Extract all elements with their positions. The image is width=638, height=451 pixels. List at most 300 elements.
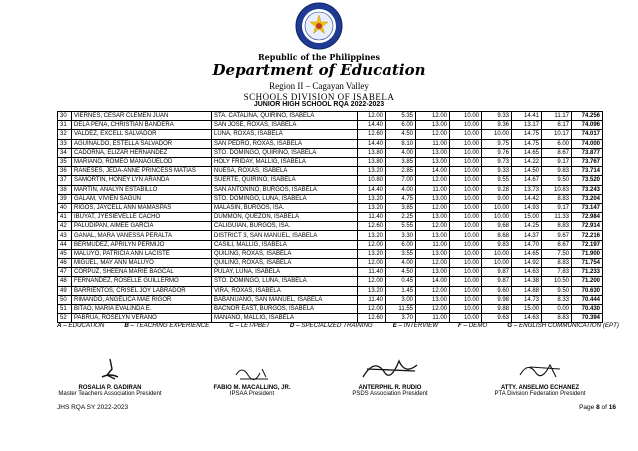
experience-score-cell: 7.00 xyxy=(386,176,416,185)
training-score-cell: 10.00 xyxy=(450,130,482,139)
rank-cell: 30 xyxy=(58,112,72,121)
header-region: Region II – Cagayan Valley xyxy=(269,81,369,91)
interview-score-cell: 9.60 xyxy=(482,286,512,295)
rank-cell: 37 xyxy=(58,176,72,185)
total-score-cell: 73.204 xyxy=(572,194,603,203)
address-cell: BABANUANG, SAN MANUEL, ISABELA xyxy=(212,295,358,304)
applicant-name-cell: CORPUZ, SHEENA MARIE BAGCAL xyxy=(72,268,212,277)
training-score-cell: 10.00 xyxy=(450,295,482,304)
total-score-cell: 73.520 xyxy=(572,176,603,185)
demo-score-cell: 13.17 xyxy=(512,121,542,130)
document-title: JUNIOR HIGH SCHOOL RQA 2022-2023 xyxy=(253,101,385,108)
interview-score-cell: 9.87 xyxy=(482,268,512,277)
rank-cell: 39 xyxy=(58,194,72,203)
signatory-name: FABIO M. MACALLING, JR. xyxy=(213,385,291,391)
demo-score-cell: 14.42 xyxy=(512,194,542,203)
ept-score-cell: 10.17 xyxy=(542,130,572,139)
education-score-cell: 12.60 xyxy=(358,222,386,231)
let-score-cell: 13.00 xyxy=(416,249,450,258)
let-score-cell: 14.00 xyxy=(416,167,450,176)
demo-score-cell: 14.65 xyxy=(512,148,542,157)
demo-score-cell: 14.22 xyxy=(512,157,542,166)
legend-item: F – DEMO xyxy=(458,322,488,329)
applicant-name-cell: GANAL, MARA VANESSA PERALTA xyxy=(72,231,212,240)
applicant-name-cell: DELA PEÑA, CHRISTIAN BANDERA xyxy=(72,121,212,130)
interview-score-cell: 9.87 xyxy=(482,277,512,286)
address-cell: MANANO, MALLIG, ISABELA xyxy=(212,314,358,323)
address-cell: STO. DOMINGO, QUIRINO, ISABELA xyxy=(212,148,358,157)
training-score-cell: 10.00 xyxy=(450,231,482,240)
interview-score-cell: 9.98 xyxy=(482,295,512,304)
signatory-position: PSDS Association President xyxy=(352,391,428,397)
signatory-2 xyxy=(182,355,322,397)
interview-score-cell: 10.00 xyxy=(482,130,512,139)
demo-score-cell: 14.50 xyxy=(512,167,542,176)
education-score-cell: 11.40 xyxy=(358,295,386,304)
interview-score-cell: 9.55 xyxy=(482,176,512,185)
ept-score-cell: 8.33 xyxy=(542,295,572,304)
training-score-cell: 10.00 xyxy=(450,240,482,249)
experience-score-cell: 4.75 xyxy=(386,194,416,203)
education-score-cell: 13.20 xyxy=(358,194,386,203)
training-score-cell: 10.00 xyxy=(450,112,482,121)
demo-score-cell: 14.65 xyxy=(512,249,542,258)
education-score-cell: 13.20 xyxy=(358,249,386,258)
ept-score-cell: 11.17 xyxy=(542,112,572,121)
demo-score-cell: 14.70 xyxy=(512,240,542,249)
rank-cell: 51 xyxy=(58,304,72,313)
address-cell: QUILING, ROXAS, ISABELA xyxy=(212,249,358,258)
signatory-name: ANTERPHIL R. RUDIO xyxy=(358,385,422,391)
rqa-table-body xyxy=(58,112,603,323)
training-score-cell: 10.00 xyxy=(450,249,482,258)
ept-score-cell: 8.83 xyxy=(542,314,572,323)
ept-score-cell: 9.50 xyxy=(542,286,572,295)
total-score-cell: 74.096 xyxy=(572,121,603,130)
applicant-name-cell: GALAM, VIVIEN SAGUN xyxy=(72,194,212,203)
page-total: 16 xyxy=(608,404,616,411)
let-score-cell: 11.00 xyxy=(416,314,450,323)
education-score-cell: 14.40 xyxy=(358,185,386,194)
rank-cell: 40 xyxy=(58,203,72,212)
let-score-cell: 13.00 xyxy=(416,121,450,130)
legend-label: DEMO xyxy=(468,322,488,329)
interview-score-cell: 9.88 xyxy=(482,304,512,313)
interview-score-cell: 9.75 xyxy=(482,139,512,148)
rank-cell: 50 xyxy=(58,295,72,304)
interview-score-cell: 10.00 xyxy=(482,259,512,268)
demo-score-cell: 14.67 xyxy=(512,176,542,185)
interview-score-cell: 9.76 xyxy=(482,148,512,157)
total-score-cell: 71.233 xyxy=(572,268,603,277)
experience-score-cell: 2.85 xyxy=(386,167,416,176)
ept-score-cell: 9.83 xyxy=(542,167,572,176)
ept-score-cell: 9.67 xyxy=(542,231,572,240)
legend-item: D – SPECIALIZED TRAINING xyxy=(289,322,373,329)
total-score-cell: 73.243 xyxy=(572,185,603,194)
address-cell: NUESA, ROXAS, ISABELA xyxy=(212,167,358,176)
deped-seal-icon xyxy=(295,2,343,50)
training-score-cell: 10.00 xyxy=(450,176,482,185)
rank-cell: 35 xyxy=(58,157,72,166)
signature-icon xyxy=(355,355,425,383)
table-row xyxy=(58,185,603,194)
table-row xyxy=(58,167,603,176)
table-row xyxy=(58,148,603,157)
training-score-cell: 10.00 xyxy=(450,167,482,176)
education-score-cell: 13.20 xyxy=(358,203,386,212)
rank-cell: 41 xyxy=(58,213,72,222)
training-score-cell: 10.00 xyxy=(450,148,482,157)
total-score-cell: 70.394 xyxy=(572,314,603,323)
rank-cell: 52 xyxy=(58,314,72,323)
education-score-cell: 13.80 xyxy=(358,157,386,166)
ept-score-cell: 7.83 xyxy=(542,268,572,277)
legend-label: ENGLISH COMMUNICATION (EPT) xyxy=(519,322,619,329)
address-cell: DISTRICT 3, SAN MANUEL, ISABELA xyxy=(212,231,358,240)
experience-score-cell: 4.50 xyxy=(386,130,416,139)
applicant-name-cell: BARRIENTOS, CRISEL JOY LABRADOR xyxy=(72,286,212,295)
interview-score-cell: 9.73 xyxy=(482,157,512,166)
let-score-cell: 11.00 xyxy=(416,185,450,194)
legend-label: TEACHING EXPERIENCE xyxy=(135,322,210,329)
ept-score-cell: 9.50 xyxy=(542,176,572,185)
address-cell: VIRA, ROXAS, ISABELA xyxy=(212,286,358,295)
let-score-cell: 12.00 xyxy=(416,259,450,268)
education-score-cell: 12.00 xyxy=(358,304,386,313)
demo-score-cell: 14.38 xyxy=(512,277,542,286)
signature-icon xyxy=(510,355,570,383)
education-score-cell: 12.60 xyxy=(358,130,386,139)
rank-cell: 46 xyxy=(58,259,72,268)
rank-cell: 36 xyxy=(58,167,72,176)
header-republic: Republic of the Philippines xyxy=(257,52,380,62)
total-score-cell: 74.256 xyxy=(572,112,603,121)
signatory-1 xyxy=(40,355,180,397)
ept-score-cell: 8.67 xyxy=(542,148,572,157)
address-cell: STA. CATALINA, QUIRINO, ISABELA xyxy=(212,112,358,121)
legend-item: E – INTERVIEW xyxy=(392,322,439,329)
experience-score-cell: 2.25 xyxy=(386,213,416,222)
legend-item: C – LET/PBET xyxy=(229,322,270,329)
experience-score-cell: 4.00 xyxy=(386,185,416,194)
legend-key: D xyxy=(289,322,295,329)
rank-cell: 34 xyxy=(58,148,72,157)
table-row xyxy=(58,295,603,304)
demo-score-cell: 14.25 xyxy=(512,222,542,231)
table-row xyxy=(58,139,603,148)
legend-label: INTERVIEW xyxy=(403,322,439,329)
signatory-position: IPSAA President xyxy=(229,391,275,397)
ept-score-cell: 0.00 xyxy=(542,304,572,313)
interview-score-cell: 9.63 xyxy=(482,314,512,323)
rank-cell: 32 xyxy=(58,130,72,139)
address-cell: HOLY FRIDAY, MALLIG, ISABELA xyxy=(212,157,358,166)
table-row xyxy=(58,249,603,258)
table-row xyxy=(58,121,603,130)
legend-key: F xyxy=(458,322,462,329)
interview-score-cell: 9.00 xyxy=(482,194,512,203)
interview-score-cell: 9.68 xyxy=(482,222,512,231)
legend-label: EDUCATION xyxy=(68,322,105,329)
total-score-cell: 73.877 xyxy=(572,148,603,157)
applicant-name-cell: PABRUA, ROSELYN VERANO xyxy=(72,314,212,323)
footer-page-number xyxy=(579,404,616,411)
let-score-cell: 13.00 xyxy=(416,231,450,240)
training-score-cell: 10.00 xyxy=(450,314,482,323)
applicant-name-cell: PALUDIPAN, AIMEE GARCIA xyxy=(72,222,212,231)
applicant-name-cell: CADORNA, ELIZAR HERNANDEZ xyxy=(72,148,212,157)
legend-key: G xyxy=(507,322,513,329)
let-score-cell: 13.00 xyxy=(416,194,450,203)
applicant-name-cell: MARIANO, ROMEO MANAGUELOD xyxy=(72,157,212,166)
interview-score-cell: 8.68 xyxy=(482,231,512,240)
ept-score-cell: 11.33 xyxy=(542,213,572,222)
interview-score-cell: 10.00 xyxy=(482,213,512,222)
education-score-cell: 12.00 xyxy=(358,277,386,286)
footer-doc-label: JHS RQA SY 2022-2023 xyxy=(57,404,129,411)
rank-cell: 33 xyxy=(58,139,72,148)
interview-score-cell: 9.28 xyxy=(482,185,512,194)
experience-score-cell: 3.30 xyxy=(386,231,416,240)
applicant-name-cell: VALDEZ, EXCELL SALVADOR xyxy=(72,130,212,139)
rank-cell: 44 xyxy=(58,240,72,249)
table-row xyxy=(58,130,603,139)
signatory-position: Master Teachers Association President xyxy=(58,391,162,397)
training-score-cell: 10.00 xyxy=(450,194,482,203)
rank-cell: 31 xyxy=(58,121,72,130)
applicant-name-cell: MALUYO, PATRICIA ANN LACISTE xyxy=(72,249,212,258)
rank-cell: 47 xyxy=(58,268,72,277)
education-score-cell: 12.00 xyxy=(358,259,386,268)
legend-item: A – EDUCATION xyxy=(57,322,105,329)
signature-icon xyxy=(222,355,282,383)
demo-score-cell: 13.73 xyxy=(512,185,542,194)
interview-score-cell: 9.33 xyxy=(482,167,512,176)
let-score-cell: 12.00 xyxy=(416,130,450,139)
experience-score-cell: 3.00 xyxy=(386,295,416,304)
address-cell: MALASIN, BURGOS, ISA. xyxy=(212,203,358,212)
legend-key: E xyxy=(392,322,397,329)
table-row xyxy=(58,259,603,268)
total-score-cell: 71.754 xyxy=(572,259,603,268)
let-score-cell: 12.00 xyxy=(416,203,450,212)
table-row xyxy=(58,194,603,203)
let-score-cell: 12.00 xyxy=(416,304,450,313)
total-score-cell: 70.630 xyxy=(572,286,603,295)
education-score-cell: 10.80 xyxy=(358,176,386,185)
address-cell: STO. DOMINGO, LUNA, ISABELA xyxy=(212,277,358,286)
applicant-name-cell: RIGOS, JAYCELL ANN MAMASPAS xyxy=(72,203,212,212)
rqa-table xyxy=(57,111,603,323)
demo-score-cell: 14.41 xyxy=(512,112,542,121)
table-row xyxy=(58,277,603,286)
total-score-cell: 72.914 xyxy=(572,222,603,231)
experience-score-cell: 8.10 xyxy=(386,139,416,148)
experience-score-cell: 3.55 xyxy=(386,249,416,258)
ept-score-cell: 8.17 xyxy=(542,121,572,130)
signatory-3 xyxy=(320,355,460,397)
let-score-cell: 12.00 xyxy=(416,222,450,231)
page-current: 8 xyxy=(596,404,600,411)
signature-icon xyxy=(80,355,140,383)
interview-score-cell: 10.00 xyxy=(482,249,512,258)
ept-score-cell: 8.83 xyxy=(542,222,572,231)
demo-score-cell: 14.73 xyxy=(512,295,542,304)
legend-item: G – ENGLISH COMMUNICATION (EPT) xyxy=(507,322,619,329)
education-score-cell: 13.80 xyxy=(358,148,386,157)
applicant-name-cell: VIERNES, CESAR CLEMEN JUAN xyxy=(72,112,212,121)
experience-score-cell: 4.00 xyxy=(386,148,416,157)
legend-key: C xyxy=(229,322,234,329)
page-prefix: Page xyxy=(579,404,595,411)
applicant-name-cell: RAÑESES, JEDA-ANNE PRINCESS MATIAS xyxy=(72,167,212,176)
experience-score-cell: 5.55 xyxy=(386,222,416,231)
legend-label: LET/PBET xyxy=(240,322,270,329)
ept-score-cell: 9.17 xyxy=(542,203,572,212)
table-row xyxy=(58,268,603,277)
total-score-cell: 73.147 xyxy=(572,203,603,212)
address-cell: SAN PEDRO, ROXAS, ISABELA xyxy=(212,139,358,148)
education-score-cell: 11.40 xyxy=(358,213,386,222)
address-cell: SAN ANTONINO, BURGOS, ISABELA xyxy=(212,185,358,194)
total-score-cell: 74.000 xyxy=(572,139,603,148)
experience-score-cell: 6.00 xyxy=(386,121,416,130)
total-score-cell: 73.714 xyxy=(572,167,603,176)
signatory-name: ROSALIA P. GADIRAN xyxy=(78,385,142,391)
applicant-name-cell: IBUYAT, JYESIEVELLE CACHO xyxy=(72,213,212,222)
experience-score-cell: 6.00 xyxy=(386,240,416,249)
address-cell: DUMMON, QUEZON, ISABELA xyxy=(212,213,358,222)
let-score-cell: 11.00 xyxy=(416,240,450,249)
rank-cell: 48 xyxy=(58,277,72,286)
demo-score-cell: 14.63 xyxy=(512,314,542,323)
training-score-cell: 10.00 xyxy=(450,222,482,231)
training-score-cell: 10.00 xyxy=(450,277,482,286)
ept-score-cell: 10.50 xyxy=(542,277,572,286)
address-cell: CALIGUIAN, BURGOS, ISA. xyxy=(212,222,358,231)
table-row xyxy=(58,112,603,121)
demo-score-cell: 14.88 xyxy=(512,286,542,295)
legend-key: B xyxy=(124,322,129,329)
table-row xyxy=(58,304,603,313)
interview-score-cell: 9.33 xyxy=(482,112,512,121)
signatory-name: ATTY. ANSELMO ECHANEZ xyxy=(500,385,580,391)
address-cell: PULAY, LUNA, ISABELA xyxy=(212,268,358,277)
applicant-name-cell: MIGUEL, MAY ANN MALUYO xyxy=(72,259,212,268)
experience-score-cell: 4.00 xyxy=(386,259,416,268)
ept-score-cell: 8.83 xyxy=(542,194,572,203)
ept-score-cell: 10.83 xyxy=(542,185,572,194)
interview-score-cell: 10.00 xyxy=(482,203,512,212)
interview-score-cell: 9.83 xyxy=(482,240,512,249)
table-row xyxy=(58,240,603,249)
experience-score-cell: 1.45 xyxy=(386,286,416,295)
address-cell: QUILING, ROXAS, ISABELA xyxy=(212,259,358,268)
training-score-cell: 10.00 xyxy=(450,304,482,313)
training-score-cell: 10.00 xyxy=(450,203,482,212)
training-score-cell: 10.00 xyxy=(450,268,482,277)
page-of: of xyxy=(601,404,607,411)
let-score-cell: 13.00 xyxy=(416,213,450,222)
experience-score-cell: 3.85 xyxy=(386,203,416,212)
applicant-name-cell: MARTIN, ANALYN ESTABILLO xyxy=(72,185,212,194)
ept-score-cell: 8.67 xyxy=(542,240,572,249)
training-score-cell: 10.00 xyxy=(450,185,482,194)
rank-cell: 38 xyxy=(58,185,72,194)
address-cell: SAN JOSE, ROXAS, ISABELA xyxy=(212,121,358,130)
table-row xyxy=(58,157,603,166)
applicant-name-cell: BERMUDEZ, APRILYN PERMIJO xyxy=(72,240,212,249)
training-score-cell: 10.00 xyxy=(450,121,482,130)
let-score-cell: 12.00 xyxy=(416,112,450,121)
legend-label: SPECIALIZED TRAINING xyxy=(301,322,373,329)
table-row xyxy=(58,203,603,212)
demo-score-cell: 14.75 xyxy=(512,139,542,148)
rank-cell: 43 xyxy=(58,231,72,240)
applicant-name-cell: SAMORTIN, HONEY LYN ARANDA xyxy=(72,176,212,185)
ept-score-cell: 8.83 xyxy=(542,259,572,268)
address-cell: SUERTE, QUIRINO, ISABELA xyxy=(212,176,358,185)
applicant-name-cell: AGUINALDO, ESTELLA SALVADOR xyxy=(72,139,212,148)
demo-score-cell: 14.63 xyxy=(512,268,542,277)
experience-score-cell: 3.70 xyxy=(386,314,416,323)
education-score-cell: 12.00 xyxy=(358,240,386,249)
education-score-cell: 12.60 xyxy=(358,314,386,323)
total-score-cell: 72.197 xyxy=(572,240,603,249)
let-score-cell: 12.00 xyxy=(416,176,450,185)
rank-cell: 42 xyxy=(58,222,72,231)
education-score-cell: 11.40 xyxy=(358,268,386,277)
experience-score-cell: 5.35 xyxy=(386,112,416,121)
table-row xyxy=(58,176,603,185)
signatory-4 xyxy=(470,355,610,397)
address-cell: BACNOR EAST, BURGOS, ISABELA xyxy=(212,304,358,313)
let-score-cell: 13.00 xyxy=(416,157,450,166)
applicant-name-cell: FERNANDEZ, ROSELLE GUILLERMO xyxy=(72,277,212,286)
let-score-cell: 12.00 xyxy=(416,286,450,295)
header-department: Department of Education xyxy=(212,61,426,79)
address-cell: STO. DOMINGO, LUNA, ISABELA xyxy=(212,194,358,203)
total-score-cell: 71.200 xyxy=(572,277,603,286)
total-score-cell: 70.430 xyxy=(572,304,603,313)
header-division: SCHOOLS DIVISION OF ISABELA xyxy=(243,92,395,102)
address-cell: LUNA, ROXAS, ISABELA xyxy=(212,130,358,139)
interview-score-cell: 9.36 xyxy=(482,121,512,130)
table-row xyxy=(58,231,603,240)
demo-score-cell: 14.93 xyxy=(512,203,542,212)
training-score-cell: 10.00 xyxy=(450,213,482,222)
education-score-cell: 13.20 xyxy=(358,231,386,240)
experience-score-cell: 4.50 xyxy=(386,268,416,277)
demo-score-cell: 14.37 xyxy=(512,231,542,240)
experience-score-cell: 3.85 xyxy=(386,157,416,166)
signatory-position: PTA Division Federation President xyxy=(494,391,586,397)
table-row xyxy=(58,286,603,295)
let-score-cell: 11.00 xyxy=(416,139,450,148)
demo-score-cell: 14.92 xyxy=(512,259,542,268)
address-cell: CASILI, MALLIG, ISABELA xyxy=(212,240,358,249)
education-score-cell: 13.20 xyxy=(358,167,386,176)
training-score-cell: 10.00 xyxy=(450,286,482,295)
applicant-name-cell: RIMANDO, ANGELICA MAE RIGOR xyxy=(72,295,212,304)
education-score-cell: 12.00 xyxy=(358,112,386,121)
ept-score-cell: 9.17 xyxy=(542,157,572,166)
education-score-cell: 14.40 xyxy=(358,139,386,148)
demo-score-cell: 15.00 xyxy=(512,213,542,222)
education-score-cell: 14.40 xyxy=(358,121,386,130)
let-score-cell: 13.00 xyxy=(416,268,450,277)
